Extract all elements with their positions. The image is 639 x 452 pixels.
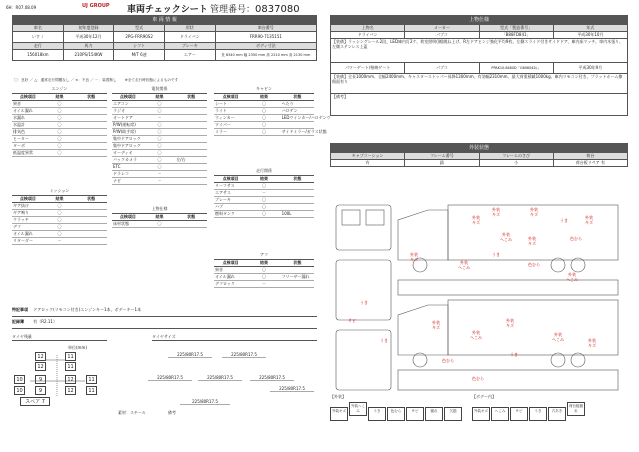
inspection-row: エアサス － [214, 189, 314, 196]
damage-marker: 外装 へこみ [458, 260, 470, 270]
inspection-row: デフ 〇 [12, 223, 107, 230]
damage-marker: うき [560, 218, 568, 223]
inspection-row: 異音 〇 [214, 266, 314, 273]
tyre-size-header: タイヤサイズ [152, 334, 317, 341]
legend-exterior-items: 外装キズ外装へこみ うき 色むら サビ 割れ 欠損 [330, 402, 463, 421]
size-fr: 225/80R17.5 [222, 352, 266, 358]
inspection-row: ETC 〇 [112, 163, 207, 170]
inspection-row: ヒーター 〇 [12, 135, 107, 142]
inspection-row: ライト 〇 ハロゲン [214, 107, 314, 114]
inspection-row: 床材状態 〇 [112, 220, 207, 227]
legend-exterior-label: 【外装】 [330, 394, 346, 399]
tyre-fr2: 11 [65, 362, 76, 371]
vehicle-info: 車 両 情 報 車名 初年度登録 型式 形状 車台番号 いすゞ 平成30年12月 2PG-FRR90S2 ドライバン FRR90-7135151 走行 馬力 シフト ブレーキ ボディ寸法 156018km 210PS/154KW M/T 6速 エアー 長 6340 mm 幅 2350 mm 高 2210 mm 高 2130 mm [12, 15, 317, 61]
tyre-fl2: 12 [35, 362, 46, 371]
size-rm: 225/80R17.5 [198, 375, 242, 381]
wheel-material: 素材：スチール [118, 410, 146, 415]
tyre-rr-outer: 11 [86, 375, 97, 384]
inspection-row: ラジオ 〇 [112, 107, 207, 114]
inspection-row: オートドア － [112, 114, 207, 121]
size-fl: 225/80R17.5 [168, 352, 212, 358]
size-rl: 225/80R17.5 [148, 375, 192, 381]
legend-body-items: 外装キズ へこみ サビ うき 穴あき荷台板割れ [472, 402, 586, 421]
other-section: アフ 点検項目 結果 状態 異音 〇 オイル漏れ 〇 フリーザー漏れ デフロック － [214, 252, 314, 288]
damage-marker: うき [492, 252, 500, 257]
inspection-row: ドラレコ － [112, 170, 207, 177]
inspection-row: バックカメラ 〇 左/右 [112, 156, 207, 163]
inspection-row: 集中ドアロック 〇 [112, 135, 207, 142]
tyre-rl-inner2: 9 [35, 386, 46, 395]
damage-marker: うき [510, 352, 518, 357]
axle-diagram [30, 352, 85, 402]
tyre-depth-header: タイヤ残量 [12, 334, 107, 341]
cabin-section: キャビン 点検項目 結果 状態 シート 〇 へたり ライト 〇 ハロゲン ウィンカー 〇 LEDウインカー/ハロゲンウ ワイパー 〇 ミラー 〇 サイドミラー/ガラス状態 [215, 86, 331, 134]
tyre-remarks: 備考 [168, 410, 176, 415]
inspection-row: デフロック － [214, 280, 314, 287]
damage-marker: 外装 へこみ [500, 232, 512, 242]
mission-section: ミッション 点検項目 結果 状態 ギア抜け 〇 ギア鳴り 〇 クラッチ 〇 デフ 〇 オイル漏れ 〇 リターダー － [12, 188, 107, 245]
inspection-row: ミラー 〇 サイドミラー/ガラス状態 [215, 128, 327, 134]
tyre-fl: 12 [35, 352, 46, 361]
tyre-rr-inner2: 12 [65, 386, 76, 395]
size-rr: 225/80R17.5 [250, 375, 294, 381]
inspection-row: ターボ 〇 [12, 142, 107, 149]
tyre-rr-inner: 12 [65, 375, 76, 384]
inspection-row: オイル漏れ 〇 フリーザー漏れ [214, 273, 314, 280]
tyre-fr: 11 [65, 352, 76, 361]
inspection-row: 水漏れ 〇 [12, 114, 107, 121]
inspection-row: クラッチ 〇 [12, 216, 107, 223]
legend-body-label: 【ボデー内】 [472, 394, 496, 399]
inspection-row: リーフサス 〇 [214, 182, 314, 189]
damage-marker: 外装 キズ [492, 207, 500, 217]
inspection-row: 水温計 〇 [12, 121, 107, 128]
tyre-rr-outer2: 11 [86, 386, 97, 395]
inspection-row: 低温度異常 〇 [12, 149, 107, 156]
damage-marker: 外装 キズ [410, 252, 418, 262]
inspection-row: オイル漏れ 〇 [12, 230, 107, 237]
inspection-row: ハブ 〇 [214, 203, 314, 210]
inspection-row: 燃料タンク 〇 100L [214, 210, 314, 217]
inspection-row: エアコン 〇 [112, 100, 207, 107]
damage-marker: うき [380, 338, 388, 343]
inspection-row: リターダー － [12, 237, 107, 244]
damage-marker: 色むら [442, 358, 454, 363]
size-spare: 225/80R17.5 [180, 399, 230, 405]
inspection-row: 異音 〇 [12, 100, 107, 107]
tyre-rl-outer2: 10 [14, 386, 25, 395]
electric-section: 電装関係 点検項目 結果 状態 エアコン 〇 ラジオ 〇 オートドア － P/W(運転席) 〇 P/W(助手席) 〇 集中ドアロック 〇 集中ドアロック 〇 オーディオ 〇 バックカメラ 〇 左/右 ETC 〇 ドラレコ － ナビ － [112, 86, 207, 185]
inspection-row: P/W(助手席) 〇 [112, 128, 207, 135]
tyre-rl-inner: 9 [35, 375, 46, 384]
tyre-unit: 単位(mm) [68, 345, 87, 350]
legend-text: 〇：良好 ／ △：通常走行問題なし ／ ×：不良 ／ －：装着無し ※全て走行時状態によるものです [14, 78, 179, 82]
inspection-row: ギア抜け 〇 [12, 202, 107, 209]
mgmt-number: 管理番号：0837080 [210, 4, 300, 15]
inspection-row: 排気色 〇 [12, 128, 107, 135]
damage-marker: 外装 へこみ [566, 272, 578, 282]
inspection-row: P/W(運転席) 〇 [112, 121, 207, 128]
truck-damage-diagram [328, 200, 628, 395]
damage-marker: うき [360, 300, 368, 305]
sheet-title: 車両チェックシート [127, 5, 208, 15]
exterior-state: 外装状態 キャブコーション フレーム番号 フレームのさび 荷台 有 錆 小 荷台板リペア 有 [330, 143, 628, 167]
damage-marker: 外装 へこみ [552, 332, 564, 342]
upper-spec: 上物仕様 上物名 メーカー 型式「製造番号」 年式 ドライバン パブコ 「B88FD841」 平成30年10月 【装備】ラッシングレール2段、LED庫内灯2ケ、荷室照明(側)跳ね上げ、R左ドアヒンジ強化平均9枚、左側スライド付きサイドドア、庫内床マッチ、車内木張り、左側ステンレス上蓋 パワーゲート/格納ゲート パブコ PPAK10-6480D「G606042L」 平成30年9月 【装備】全長1000mm、全幅2400mm、キャスターストッパー昇降1300mm、有効幅2310mm、最大荷重積載1000kg、庫内リモコン付き、プラットホーム擦傷面有り 【備考】 [330, 15, 628, 116]
damage-marker: 外装 キズ [472, 215, 480, 225]
damage-marker: 外装 へこみ [470, 330, 482, 340]
tyre-spare: スペア 7 [20, 397, 50, 406]
damage-marker: 外装 キズ [432, 320, 440, 330]
group-logo: UJ GROUP [82, 3, 110, 9]
tyre-rl-outer: 10 [14, 375, 25, 384]
damage-marker: 外装 キズ [585, 215, 593, 225]
loading-section: 上物仕様 点検項目 結果 状態 床材状態 〇 [112, 206, 207, 228]
print-date: 6H：R07.08.09 [6, 5, 37, 10]
special-notes: 特記事項 ドアロック(リモコン付き)エンジンキー1本、ボデーキー1本 [12, 307, 317, 317]
inspection-row: ギア鳴り 〇 [12, 209, 107, 216]
size-rr2: 225/80R17.5 [270, 386, 314, 392]
record-book: 記録簿 有（R2.11） [12, 319, 317, 329]
inspection-row: ウィンカー 〇 LEDウインカー/ハロゲンウ [215, 114, 331, 120]
inspection-row: ナビ － [112, 177, 207, 184]
inspection-row: オーディオ 〇 [112, 149, 207, 156]
damage-marker: 外装 キズ [528, 236, 536, 246]
damage-marker: 外装 キズ [530, 207, 538, 217]
inspection-row: シート 〇 へたり [214, 100, 314, 107]
inspection-row: 集中ドアロック 〇 [112, 142, 207, 149]
damage-marker: 外装 キズ [506, 318, 514, 328]
damage-marker: サビ [348, 318, 356, 323]
inspection-row: ブレーキ 〇 [214, 196, 314, 203]
damage-marker: 色むら [570, 236, 582, 241]
inspection-row: ワイパー 〇 [214, 121, 314, 128]
chassis-section: 走行関係 点検項目 結果 状態 リーフサス 〇 エアサス － ブレーキ 〇 ハブ 〇 燃料タンク 〇 100L [214, 168, 314, 218]
damage-marker: 色むら [472, 376, 484, 381]
inspection-row: オイル漏れ 〇 [12, 107, 107, 114]
damage-marker: 色むら [528, 262, 540, 267]
damage-marker: 外装 キズ [588, 338, 596, 348]
engine-section: エンジン 点検項目 結果 状態 異音 〇 オイル漏れ 〇 水漏れ 〇 水温計 〇 排気色 〇 ヒーター 〇 ターボ 〇 低温度異常 〇 [12, 86, 107, 157]
